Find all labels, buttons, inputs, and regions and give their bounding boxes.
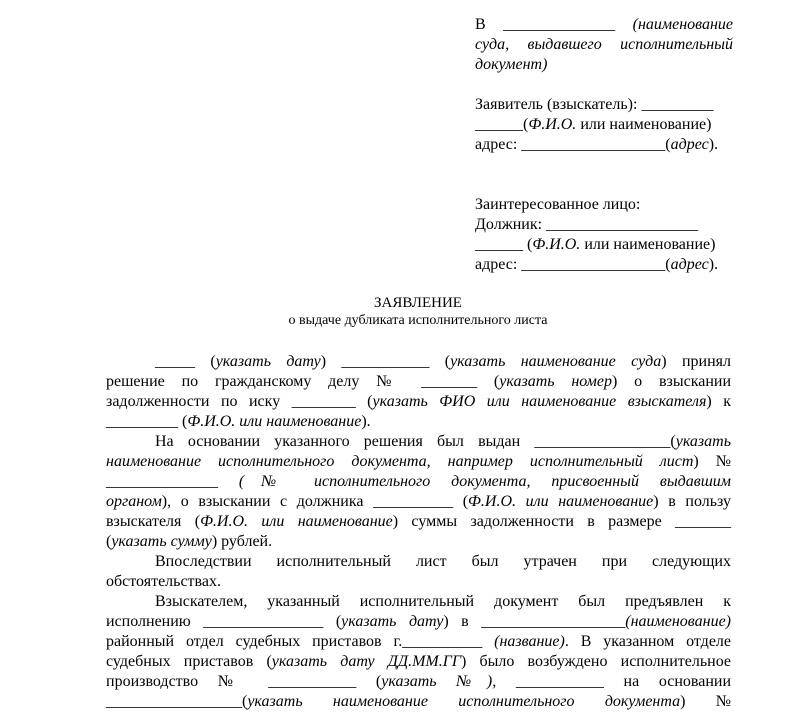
text-line: взыскателя (Ф.И.О. или наименование) суммы задолженности в размере _______ <box>106 513 732 530</box>
document-subtitle: о выдаче дубликата исполнительного листа <box>288 313 548 328</box>
spacer <box>475 75 733 95</box>
text-line: _________ (Ф.И.О. или наименование). <box>106 413 371 430</box>
debtor-address: адрес: __________________(адрес). <box>475 256 719 273</box>
document-body <box>106 352 731 712</box>
addressee-block <box>475 15 733 275</box>
applicant-address: адрес: __________________(адрес). <box>475 136 719 153</box>
spacer <box>475 155 733 195</box>
text-line: наименование исполнительного документа, например исполнительный лист) № <box>106 453 731 470</box>
text-line: _____ (указать дату) ___________ (указать наименование суда) принял <box>155 353 732 370</box>
text-line: _________________(указать наименование исполнительного документа) № <box>106 693 732 710</box>
paragraph-decision <box>106 352 731 432</box>
text-line: задолженности по иску ________ (указать ФИО или наименование взыскателя) к <box>106 393 732 410</box>
court-section <box>475 15 733 75</box>
text-line: Взыскателем, указанный исполнительный документ был предъявлен к <box>155 593 731 610</box>
court-line-2: суда, выдавшего исполнительный <box>475 36 733 53</box>
paragraph-enforcement <box>106 592 731 712</box>
document-title: ЗАЯВЛЕНИЕ <box>374 295 462 311</box>
applicant-section <box>475 95 733 155</box>
text-line: (указать сумму) рублей. <box>106 533 273 550</box>
text-line: обстоятельствах. <box>106 573 221 590</box>
document-title-block <box>0 294 786 330</box>
interested-section <box>475 195 733 275</box>
paragraph-issued-document <box>106 432 731 552</box>
text-line: ______________ (№ исполнительного документа, присвоенный выдавшим <box>106 473 731 490</box>
text-line: Впоследствии исполнительный лист был утрачен при следующих <box>155 553 731 570</box>
text-line: судебных приставов (указать дату ДД.ММ.ГГ) было возбуждено исполнительное <box>106 653 731 670</box>
text-line: исполнению _______________ (указать дату) в __________________(наименование) <box>106 613 731 630</box>
debtor-line: Должник: ___________________ <box>475 216 699 233</box>
interested-line-1: Заинтересованное лицо: <box>475 196 641 213</box>
text-line: производство № ___________ (указать №), ___________ на основании <box>106 673 732 690</box>
applicant-line-2: ______(Ф.И.О. или наименование) <box>475 116 712 133</box>
text-line: органом), о взыскании с должника __________ (Ф.И.О. или наименование) в пользу <box>106 493 731 510</box>
court-line-3: документ) <box>475 56 548 73</box>
debtor-name-line: ______ (Ф.И.О. или наименование) <box>475 236 716 253</box>
text-line: районный отдел судебных приставов г.__________ (название). В указанном отделе <box>106 633 732 650</box>
text-line: решение по гражданскому делу № _______ (указать номер) о взыскании <box>106 373 732 390</box>
applicant-line-1: Заявитель (взыскатель): _________ <box>475 96 714 113</box>
text-line: На основании указанного решения был выдан _________________(указать <box>155 433 731 450</box>
paragraph-loss <box>106 552 731 592</box>
court-line-1: В ______________ (наименование <box>475 16 733 33</box>
